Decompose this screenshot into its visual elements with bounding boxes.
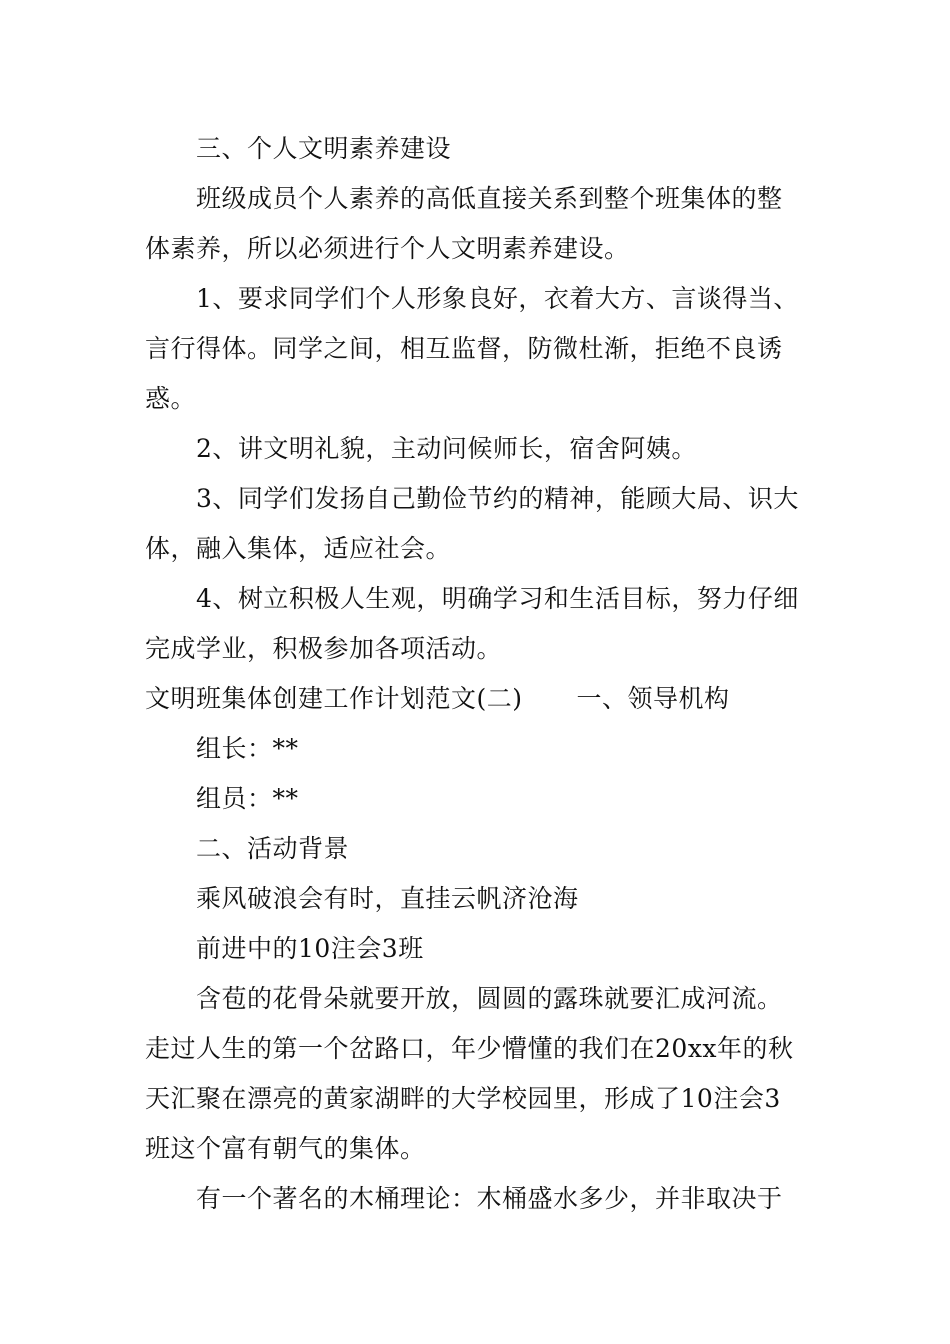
item4-line-2: 完成学业，积极参加各项活动。 xyxy=(145,634,503,663)
item3-line-2: 体，融入集体，适应社会。 xyxy=(145,534,452,563)
members-line: 组员：** xyxy=(196,784,299,813)
item3-line-1: 3、同学们发扬自己勤俭节约的精神，能顾大局、识大 xyxy=(196,484,799,513)
item1-line-1: 1、要求同学们个人形象良好，衣着大方、言谈得当、 xyxy=(196,284,799,313)
leader-line: 组长：** xyxy=(196,734,299,763)
para1-line-3: 天汇聚在漂亮的黄家湖畔的大学校园里，形成了10注会3 xyxy=(145,1084,781,1113)
title-line xyxy=(145,682,730,716)
intro-line-2: 体素养，所以必须进行个人文明素养建设。 xyxy=(145,234,630,263)
section3-heading: 三、个人文明素养建设 xyxy=(196,134,452,163)
document-title: 文明班集体创建工作计划范文(二) xyxy=(145,684,523,713)
slogan-line: 乘风破浪会有时，直挂云帆济沧海 xyxy=(196,884,579,913)
item4-line-1: 4、树立积极人生观，明确学习和生活目标，努力仔细 xyxy=(196,584,799,613)
para2-line-1: 有一个著名的木桶理论：木桶盛水多少，并非取决于 xyxy=(196,1184,783,1213)
section1-heading: 一、领导机构 xyxy=(576,684,730,713)
para1-line-1: 含苞的花骨朵就要开放，圆圆的露珠就要汇成河流。 xyxy=(196,984,783,1013)
item1-line-2: 言行得体。同学之间，相互监督，防微杜渐，拒绝不良诱 xyxy=(145,334,783,363)
para1-line-2: 走过人生的第一个岔路口，年少懵懂的我们在20xx年的秋 xyxy=(145,1034,794,1063)
item2-line-1: 2、讲文明礼貌，主动问候师长，宿舍阿姨。 xyxy=(196,434,697,463)
class-line: 前进中的10注会3班 xyxy=(196,934,424,963)
item1-line-3: 惑。 xyxy=(145,384,197,413)
para1-line-4: 班这个富有朝气的集体。 xyxy=(145,1134,426,1163)
section2-heading: 二、活动背景 xyxy=(196,834,350,863)
intro-line-1: 班级成员个人素养的高低直接关系到整个班集体的整 xyxy=(196,184,783,213)
